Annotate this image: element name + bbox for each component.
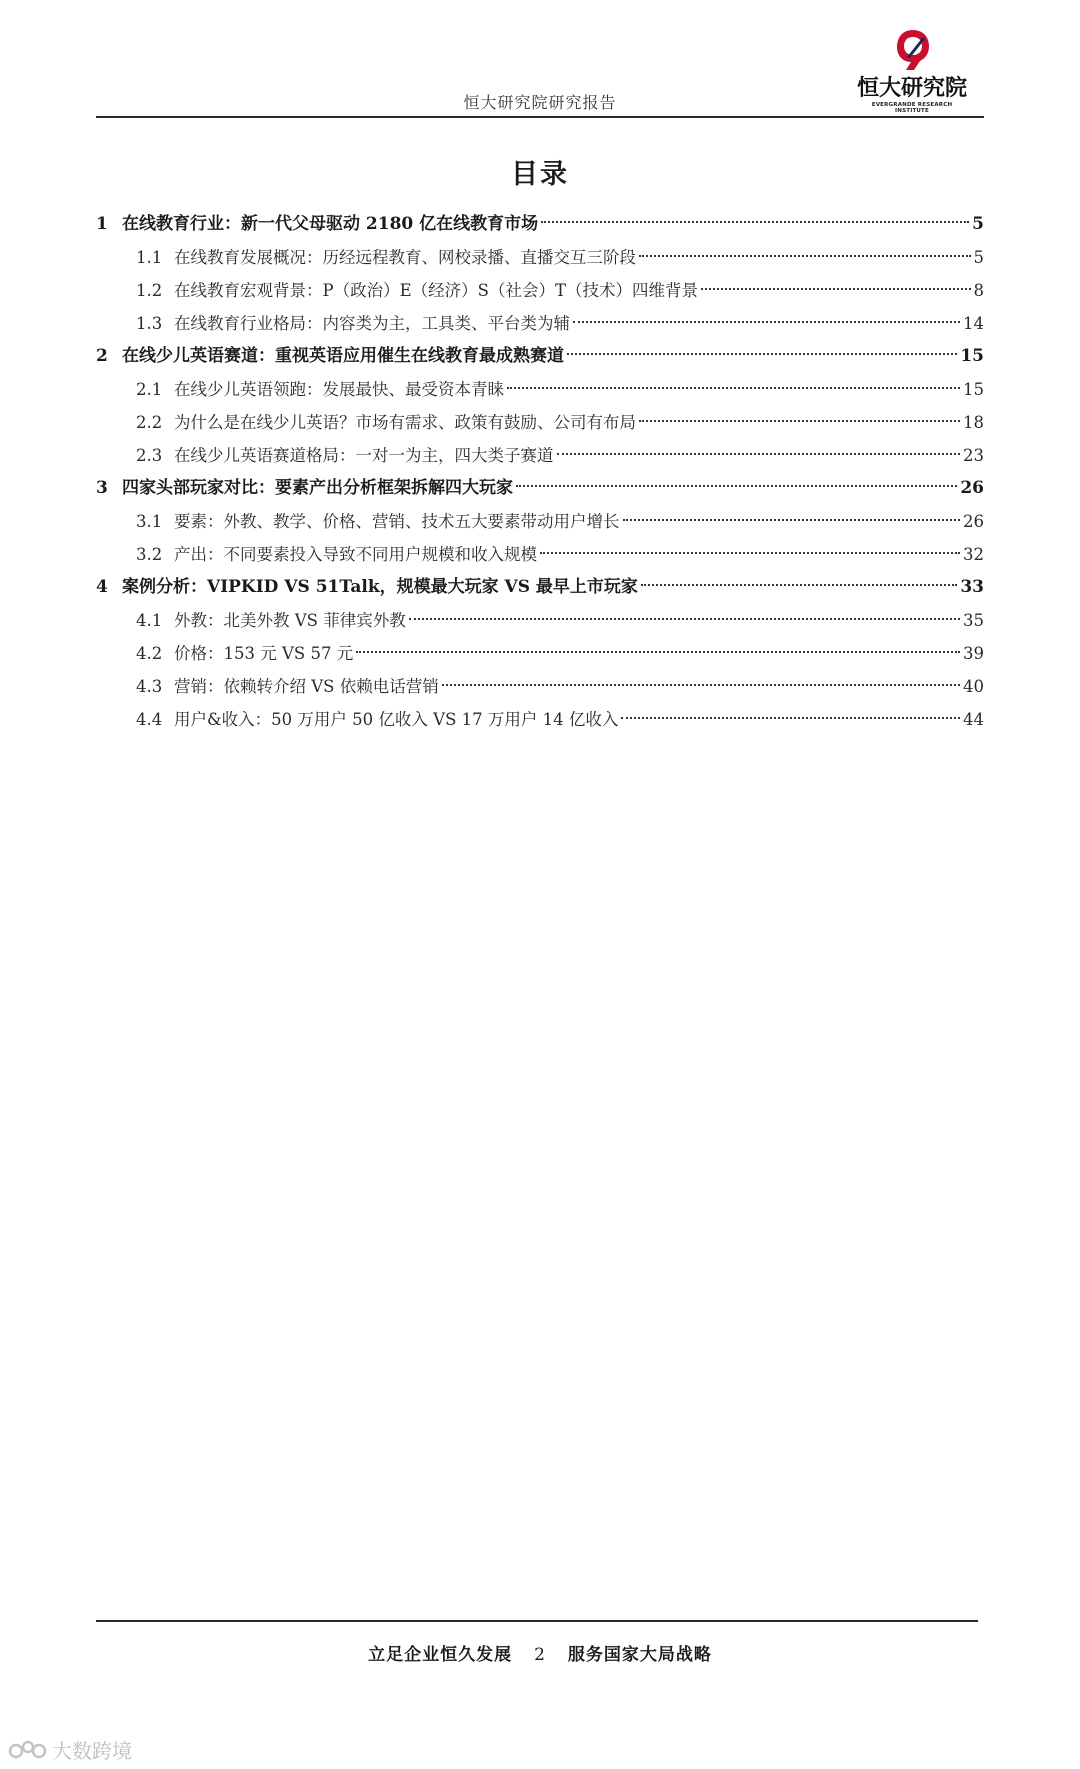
toc-entry-number: 3 bbox=[96, 478, 108, 498]
toc-dot-leader bbox=[507, 387, 960, 389]
toc-dot-leader bbox=[442, 684, 960, 686]
toc-entry-number: 4.3 bbox=[136, 677, 163, 696]
toc-entry-number: 4.1 bbox=[136, 611, 163, 630]
toc-entry-number: 3.1 bbox=[136, 512, 163, 531]
toc-dot-leader bbox=[623, 519, 961, 521]
toc-dot-leader bbox=[557, 453, 961, 455]
toc-entry-page: 14 bbox=[963, 314, 984, 333]
toc-entry-number: 1.1 bbox=[136, 248, 163, 267]
toc-entry-number: 1 bbox=[96, 214, 108, 234]
toc-entry-text: 营销：依赖转介绍 VS 依赖电话营销 bbox=[174, 677, 439, 696]
toc-entry-number: 4 bbox=[96, 577, 108, 597]
toc-section-entry[interactable] bbox=[96, 637, 984, 670]
table-of-contents bbox=[96, 208, 984, 736]
toc-section-entry[interactable] bbox=[96, 439, 984, 472]
toc-dot-leader bbox=[356, 651, 960, 653]
toc-dot-leader bbox=[639, 420, 960, 422]
toc-dot-leader bbox=[573, 321, 960, 323]
toc-section-entry[interactable] bbox=[96, 373, 984, 406]
toc-entry-number: 3.2 bbox=[136, 545, 163, 564]
toc-dot-leader bbox=[541, 221, 969, 223]
toc-entry-number: 4.2 bbox=[136, 644, 163, 663]
toc-chapter-entry[interactable] bbox=[96, 208, 984, 241]
toc-section-entry[interactable] bbox=[96, 538, 984, 571]
toc-section-entry[interactable] bbox=[96, 670, 984, 703]
toc-entry-text: 在线教育行业：新一代父母驱动 2180 亿在线教育市场 bbox=[122, 214, 539, 234]
footer-left-slogan: 立足企业恒久发展 bbox=[368, 1645, 513, 1665]
toc-entry-page: 44 bbox=[963, 710, 984, 729]
toc-section-entry[interactable] bbox=[96, 604, 984, 637]
toc-entry-number: 2 bbox=[96, 346, 108, 366]
toc-dot-leader bbox=[621, 717, 960, 719]
toc-entry-number: 1.2 bbox=[136, 281, 163, 300]
toc-entry-text: 在线教育行业格局：内容类为主，工具类、平台类为辅 bbox=[174, 314, 570, 333]
toc-entry-page: 26 bbox=[963, 512, 984, 531]
toc-entry-text: 案例分析：VIPKID VS 51Talk，规模最大玩家 VS 最早上市玩家 bbox=[122, 577, 638, 597]
toc-section-entry[interactable] bbox=[96, 703, 984, 736]
page-number: 2 bbox=[534, 1645, 546, 1665]
toc-entry-text: 在线教育宏观背景：P（政治）E（经济）S（社会）T（技术）四维背景 bbox=[174, 281, 698, 300]
toc-entry-text: 在线少儿英语赛道格局：一对一为主，四大类子赛道 bbox=[174, 446, 554, 465]
toc-entry-number: 4.4 bbox=[136, 710, 163, 729]
toc-section-entry[interactable] bbox=[96, 307, 984, 340]
evergrande-logo bbox=[856, 28, 968, 114]
toc-entry-page: 23 bbox=[963, 446, 984, 465]
toc-entry-text: 用户&收入：50 万用户 50 亿收入 VS 17 万用户 14 亿收入 bbox=[174, 710, 619, 729]
evergrande-logo-mark-icon bbox=[894, 28, 932, 72]
logo-name: 恒大研究院 bbox=[856, 76, 967, 101]
report-header-label: 恒大研究院研究报告 bbox=[463, 93, 617, 112]
toc-entry-text: 在线少儿英语赛道：重视英语应用催生在线教育最成熟赛道 bbox=[122, 346, 564, 366]
toc-entry-page: 39 bbox=[963, 644, 984, 663]
toc-entry-page: 33 bbox=[960, 577, 984, 597]
toc-dot-leader bbox=[701, 288, 971, 290]
toc-entry-page: 18 bbox=[963, 413, 984, 432]
toc-entry-text: 要素：外教、教学、价格、营销、技术五大要素带动用户增长 bbox=[174, 512, 620, 531]
toc-entry-page: 15 bbox=[960, 346, 984, 366]
toc-dot-leader bbox=[409, 618, 960, 620]
toc-dot-leader bbox=[567, 353, 957, 355]
toc-entry-number: 2.3 bbox=[136, 446, 163, 465]
toc-section-entry[interactable] bbox=[96, 505, 984, 538]
toc-entry-text: 外教：北美外教 VS 菲律宾外教 bbox=[174, 611, 406, 630]
footer-divider bbox=[96, 1620, 978, 1622]
page-footer bbox=[0, 1640, 1080, 1665]
watermark-logo-icon bbox=[8, 1738, 48, 1760]
toc-entry-page: 15 bbox=[963, 380, 984, 399]
toc-entry-text: 为什么是在线少儿英语？市场有需求、政策有鼓励、公司有布局 bbox=[174, 413, 636, 432]
toc-entry-page: 35 bbox=[963, 611, 984, 630]
footer-right-slogan: 服务国家大局战略 bbox=[567, 1645, 712, 1665]
toc-section-entry[interactable] bbox=[96, 406, 984, 439]
toc-entry-text: 产出：不同要素投入导致不同用户规模和收入规模 bbox=[174, 545, 537, 564]
toc-entry-text: 在线教育发展概况：历经远程教育、网校录播、直播交互三阶段 bbox=[174, 248, 636, 267]
toc-entry-page: 32 bbox=[963, 545, 984, 564]
toc-entry-page: 40 bbox=[963, 677, 984, 696]
watermark-text: 大数跨境 bbox=[52, 1738, 132, 1763]
toc-entry-text: 在线少儿英语领跑：发展最快、最受资本青睐 bbox=[174, 380, 504, 399]
toc-chapter-entry[interactable] bbox=[96, 571, 984, 604]
toc-entry-page: 5 bbox=[973, 248, 984, 267]
toc-entry-text: 四家头部玩家对比：要素产出分析框架拆解四大玩家 bbox=[122, 478, 513, 498]
toc-entry-text: 价格：153 元 VS 57 元 bbox=[174, 644, 354, 663]
toc-dot-leader bbox=[641, 584, 957, 586]
toc-section-entry[interactable] bbox=[96, 241, 984, 274]
logo-english-name: EVERGRANDE RESEARCH INSTITUTE bbox=[871, 102, 953, 114]
toc-entry-page: 26 bbox=[960, 478, 984, 498]
toc-entry-number: 1.3 bbox=[136, 314, 163, 333]
toc-entry-number: 2.1 bbox=[136, 380, 163, 399]
toc-entry-page: 8 bbox=[973, 281, 984, 300]
watermark bbox=[8, 1736, 132, 1762]
toc-section-entry[interactable] bbox=[96, 274, 984, 307]
toc-title: 目录 bbox=[511, 159, 569, 190]
toc-chapter-entry[interactable] bbox=[96, 472, 984, 505]
toc-chapter-entry[interactable] bbox=[96, 340, 984, 373]
toc-dot-leader bbox=[540, 552, 960, 554]
toc-entry-number: 2.2 bbox=[136, 413, 163, 432]
toc-entry-page: 5 bbox=[972, 214, 984, 234]
toc-dot-leader bbox=[516, 485, 957, 487]
toc-dot-leader bbox=[639, 255, 971, 257]
header-divider bbox=[96, 116, 984, 118]
